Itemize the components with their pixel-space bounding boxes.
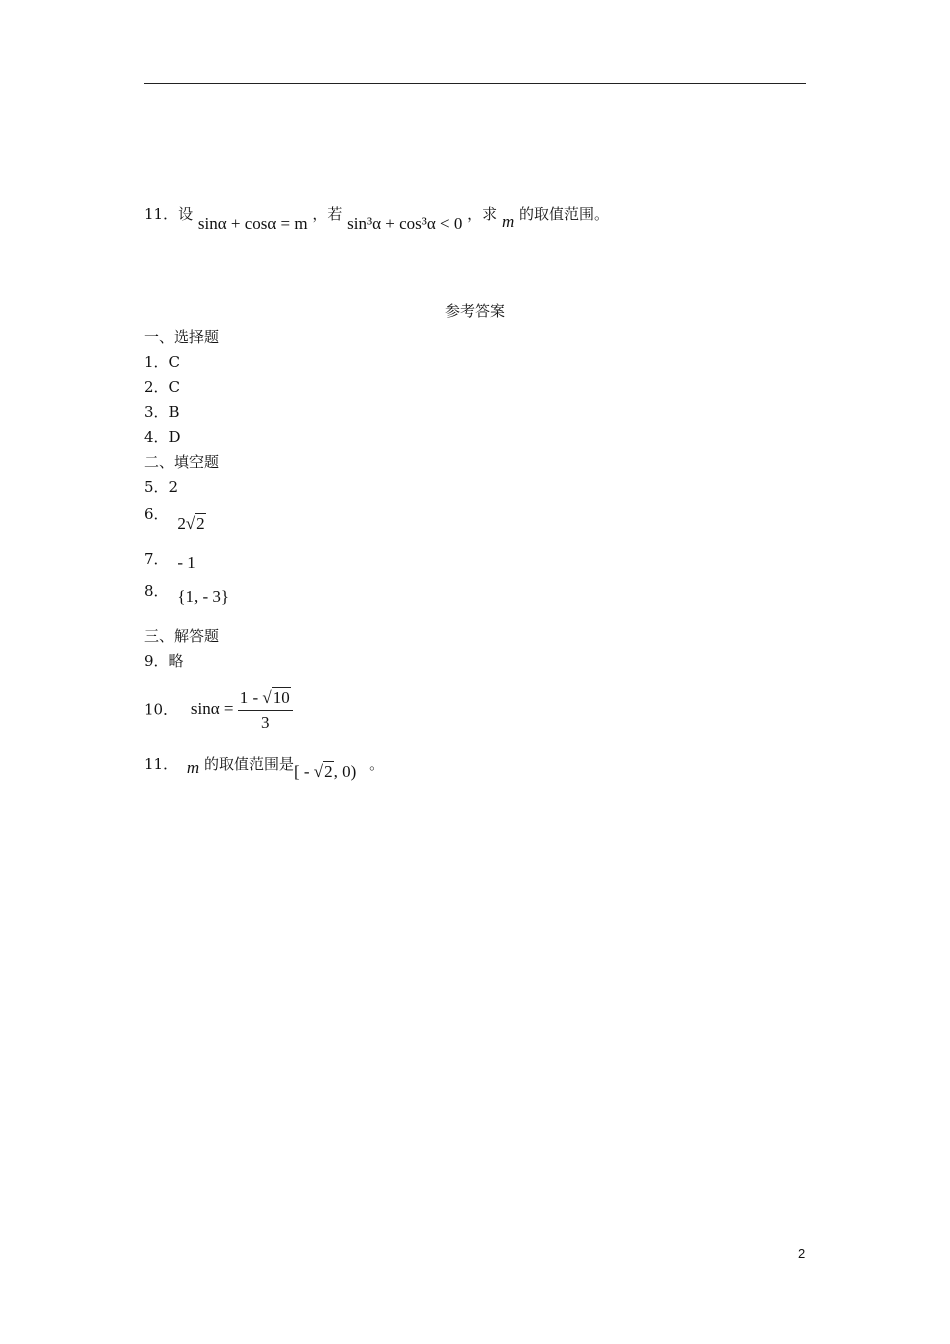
section-heading-choice: 一、选择题 [144, 328, 220, 346]
q11-inequality: sin³α + cos³α < 0 [347, 214, 463, 233]
answer-6-value [177, 514, 205, 533]
answer-11-radicand: 2 [324, 762, 333, 781]
answer-10 [144, 688, 290, 733]
answer-11 [144, 753, 385, 781]
answer-9: 9．略 [144, 652, 184, 670]
sqrt-symbol: √2 [185, 514, 205, 533]
interval-open: [ - [293, 762, 314, 781]
answer-5: 5．2 [144, 478, 179, 496]
answer-10-formula [190, 688, 293, 732]
numerator-text: 1 - [239, 688, 263, 707]
answer-10-radicand: 10 [272, 688, 290, 707]
answers-title: 参考答案 [444, 302, 505, 320]
answer-10-number: 10． [144, 700, 179, 719]
header-rule [144, 83, 806, 84]
sqrt-symbol: √10 [262, 688, 290, 707]
answer-7-number: 7． [144, 550, 169, 568]
page-number: 2 [798, 1246, 806, 1261]
answer-10-fraction [238, 688, 293, 733]
answer-6-number: 6． [144, 505, 169, 523]
answer-7 [144, 548, 196, 572]
answer-11-text: 的取值范围是 [203, 755, 294, 773]
section-heading-solve: 三、解答题 [144, 627, 220, 645]
answer-6-radicand: 2 [196, 514, 205, 533]
answer-11-end: 。 [369, 755, 385, 773]
q11-equation-1: sinα + cosα = m [197, 214, 308, 233]
q11-separator-2: ，求 [467, 205, 498, 223]
answer-11-interval [294, 762, 356, 781]
q11-number: 11．设 [144, 205, 194, 223]
answer-8-number: 8． [144, 582, 169, 600]
q11-separator-1: ，若 [312, 205, 343, 223]
answer-8 [144, 580, 230, 606]
answer-4: 4．D [144, 428, 181, 446]
section-heading-fill: 二、填空题 [144, 453, 220, 471]
sqrt-symbol: √2 [313, 762, 333, 781]
answer-3: 3．B [144, 403, 180, 421]
q11-tail: 的取值范围。 [519, 205, 610, 223]
answer-8-value: {1, - 3} [177, 587, 230, 606]
answer-6-coefficient: 2 [177, 514, 186, 533]
answer-6 [144, 503, 205, 533]
fraction-numerator [238, 688, 293, 711]
fraction-denominator: 3 [260, 713, 270, 732]
answer-11-variable: m [186, 758, 200, 777]
interval-close: , 0) [333, 762, 357, 781]
answer-11-number: 11． [144, 755, 179, 773]
question-11 [144, 203, 610, 233]
answer-7-value: - 1 [177, 553, 196, 572]
answer-10-lhs: sinα = [190, 699, 234, 719]
answer-1: 1．C [144, 353, 181, 371]
answer-2: 2．C [144, 378, 181, 396]
q11-variable: m [501, 212, 515, 231]
